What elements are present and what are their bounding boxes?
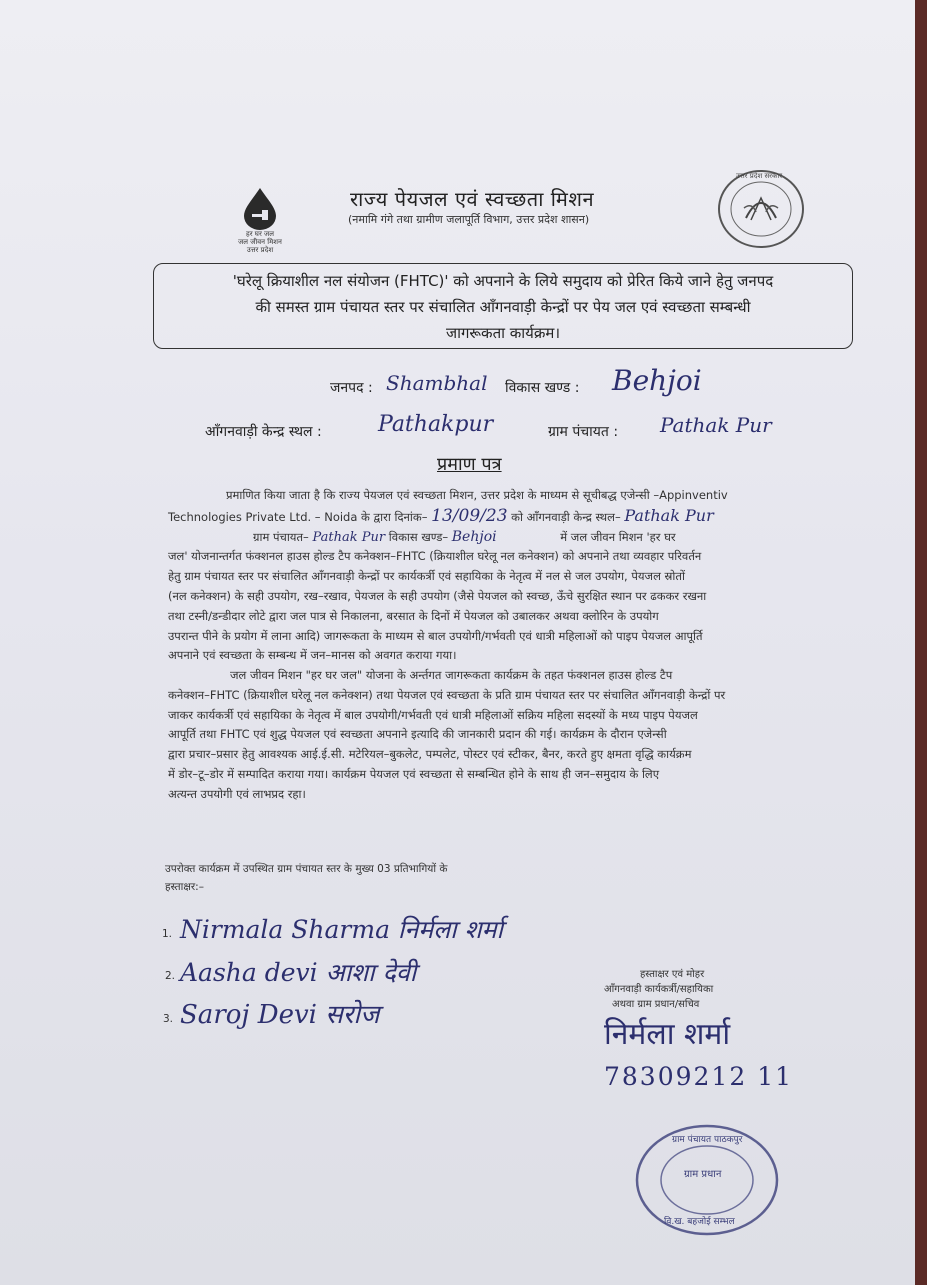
text-line: आपूर्ति तथा FHTC एवं शुद्ध पेयजल एवं स्वच्छता अपनाने इत्यादि की जानकारी प्रदान की गई। कार्यक्रम के दौरान एजेन्सी [168, 727, 667, 742]
paragraph-1 [168, 486, 838, 666]
text-segment: ग्राम पंचायत– [253, 529, 309, 544]
text-line: अत्यन्त उपयोगी एवं लाभप्रद रहा। [168, 786, 306, 801]
participant-signature: Aasha devi आशा देवी [180, 958, 417, 987]
centre-label: आँगनवाड़ी केन्द्र स्थल : [205, 424, 322, 440]
logo-caption: जल जीवन मिशन [238, 238, 282, 246]
participant-signature: Nirmala Sharma निर्मला शर्मा [180, 915, 504, 944]
centre-value: Pathakpur [378, 412, 494, 437]
participant-number: 3. [163, 1013, 174, 1025]
text-line: (नल कनेक्शन) के सही उपयोग, रख–रखाव, पेयजल के सही उपयोग (जैसे पेयजल को स्वच्छ, ऊँचे सुरक्षित स्थान पर ढककर रखना [168, 588, 707, 603]
district-label: जनपद : [330, 380, 373, 396]
text-segment: विकास खण्ड– [388, 529, 449, 544]
participant-number: 1. [162, 928, 173, 940]
state-emblem-seal [716, 168, 806, 250]
participants-intro: हस्ताक्षर:– [165, 881, 204, 893]
text-line: में डोर–टू–डोर में सम्पादित कराया गया। कार्यक्रम पेयजल एवं स्वच्छता से सम्बन्धित होने के साथ ही जन–समुदाय के लिए [168, 766, 660, 781]
text-line: कनेक्शन–FHTC (क्रियाशील घरेलू नल कनेक्शन) तथा पेयजल एवं स्वच्छता के प्रति ग्राम पंचायत स्तर पर संचालित आँगनवाड़ी केन्द्रों पर [168, 687, 726, 702]
signatory-signature: निर्मला शर्मा [604, 1017, 731, 1052]
district-value: Shambhal [386, 371, 488, 395]
banner-line: की समस्त ग्राम पंचायत स्तर पर संचालित आँगनवाड़ी केन्द्रों पर पेय जल एवं स्वच्छता सम्बन्धी [255, 298, 751, 316]
gp-value: Pathak Pur [660, 413, 772, 437]
banner-line: 'घरेलू क्रियाशील नल संयोजन (FHTC)' को अपनाने के लिये समुदाय को प्रेरित किये जाने हेतु जनपद [232, 272, 774, 290]
gp-label: ग्राम पंचायत : [548, 424, 619, 440]
banner-line: जागरूकता कार्यक्रम। [445, 324, 561, 342]
text-line: जाकर कार्यकर्त्री एवं सहायिका के नेतृत्व में बाल उपयोगी/गर्भवती एवं धात्री महिलाओं सक्रिय महिला सदस्यों के मध्य पाइप पेयजल [168, 707, 698, 722]
text-segment: Technologies Private Ltd. – Noida के द्वारा दिनांक– [168, 509, 428, 524]
text-segment: में जल जीवन मिशन 'हर घर [560, 529, 676, 544]
logo-caption: उत्तर प्रदेश [246, 246, 274, 254]
participant-number: 2. [165, 970, 176, 982]
block-fill: Behjoi [451, 528, 497, 545]
signatory-label: आँगनवाड़ी कार्यकर्त्री/सहायिका [604, 984, 714, 995]
signatory-label: अथवा ग्राम प्रधान/सचिव [612, 999, 700, 1010]
seal-text: उत्तर प्रदेश सरकार [736, 172, 783, 180]
text-line: अपनाने एवं स्वच्छता के सम्बन्ध में जन–मानस को अवगत कराया गया। [168, 648, 457, 663]
gp-fill: Pathak Pur [312, 529, 386, 545]
text-line: उपरान्त पीने के प्रयोग में लाना आदि) जागरूकता के माध्यम से बाल उपयोगी/गर्भवती एवं धात्री महिलाओं को पाइप पेयजल आपूर्ति [168, 628, 703, 643]
certificate-title: प्रमाण पत्र [437, 454, 502, 475]
text-line: तथा टस्नी/डन्डीदार लोटे द्वारा जल पात्र से निकालना, बरसात के दिनों में पेयजल को उबालकर अथवा क्लोरिन के उपयोग [168, 608, 659, 623]
block-value: Behjoi [612, 364, 702, 397]
org-subtitle: (नमामि गंगे तथा ग्रामीण जलापूर्ति विभाग, उत्तर प्रदेश शासन) [348, 213, 590, 226]
org-title: राज्य पेयजल एवं स्वच्छता मिशन [350, 187, 595, 211]
text-line: प्रमाणित किया जाता है कि राज्य पेयजल एवं स्वच्छता मिशन, उत्तर प्रदेश के माध्यम से सूचीबद्ध एजेन्सी –Appinventiv [226, 488, 728, 502]
water-drop-icon [240, 186, 280, 230]
participant-signature: Saroj Devi सरोज [180, 1000, 380, 1030]
block-label: विकास खण्ड : [505, 380, 580, 396]
signatory-phone: 78309212 11 [604, 1062, 794, 1091]
text-line: जल जीवन मिशन "हर घर जल" योजना के अर्न्तगत जागरूकता कार्यक्रम के तहत फंक्शनल हाउस होल्ड टैप [230, 668, 673, 682]
text-line [168, 506, 838, 528]
centre-fill: Pathak Pur [624, 505, 714, 525]
date-fill: 13/09/23 [431, 505, 508, 526]
text-line: जल' योजनान्तर्गत फंक्शनल हाउस होल्ड टैप कनेक्शन–FHTC (क्रियाशील घरेलू नल कनेक्शन) को अपनाने तथा व्यवहार परिवर्तन [168, 549, 702, 564]
programme-banner [153, 263, 853, 349]
participants-intro: उपरोक्त कार्यक्रम में उपस्थित ग्राम पंचायत स्तर के मुख्य 03 प्रतिभागियों के [165, 863, 448, 875]
text-segment: को आँगनवाड़ी केन्द्र स्थल– [511, 509, 621, 524]
stamp-ring-text: ग्राम पंचायत पाठकपुर [672, 1135, 743, 1145]
logo-caption: हर घर जल [246, 230, 274, 238]
text-line: हेतु ग्राम पंचायत स्तर पर संचालित आँगनवाड़ी केन्द्रों पर कार्यकर्त्री एवं सहायिका के नेतृत्व में नल से जल उपयोग, पेयजल स्रोतों [168, 569, 685, 584]
stamp-center-text: ग्राम प्रधान [684, 1169, 722, 1180]
signatory-label: हस्ताक्षर एवं मोहर [640, 969, 705, 980]
gram-panchayat-stamp [632, 1122, 782, 1237]
stamp-bottom-text: वि.ख. बहजोई सम्भल [664, 1217, 735, 1227]
text-line: द्वारा प्रचार–प्रसार हेतु आवश्यक आई.ई.सी. मटेरियल–बुकलेट, पम्पलेट, पोस्टर एवं स्टीकर, बैनर, करते हुए क्षमता वृद्धि कार्यक्रम [168, 747, 692, 762]
jal-jeevan-logo [225, 186, 295, 256]
text-line [168, 528, 838, 548]
paragraph-2 [168, 666, 838, 805]
